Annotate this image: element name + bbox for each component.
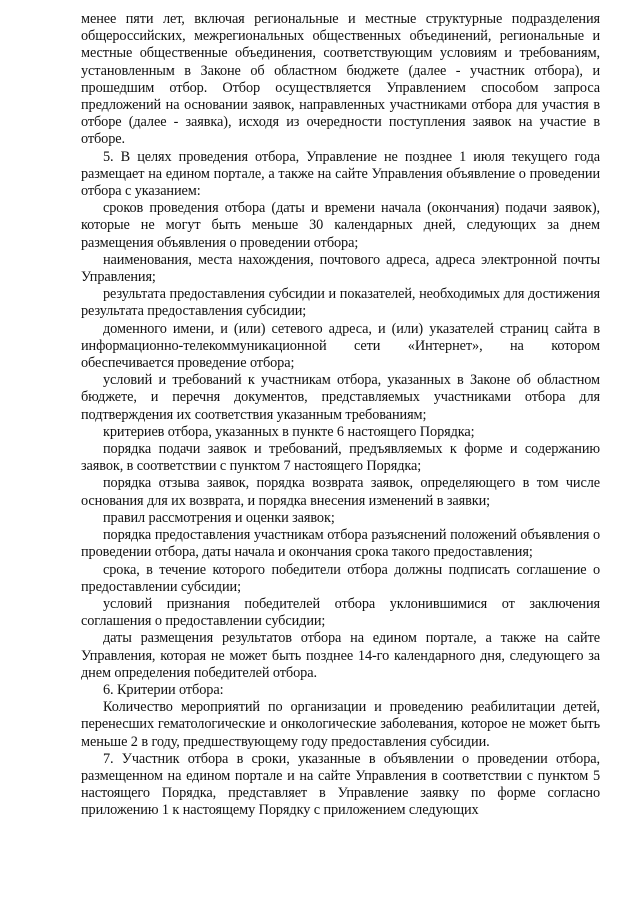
- paragraph-conditions: условий и требований к участникам отбора, указанных в Законе об областном бюджете, и перечня документов, представляемых участниками отбора для подтверждения их соответствия указанным требованиям;: [81, 372, 600, 423]
- paragraph-withdrawal: порядка отзыва заявок, порядка возврата заявок, определяющего в том числе основания для их возврата, и порядка внесения изменений в заявки;: [81, 475, 600, 509]
- paragraph-continuation: менее пяти лет, включая региональные и местные структурные подразделения общероссийских, межрегиональных общественных объединений, региональные и местные общественные объединения, соответствующим условиям и требованиям, установленным в Законе об областном бюджете (далее - участник отбора), и прошедшим отбор. Отбор осуществляется Управлением способом запроса предложений на основании заявок, направленных участниками отбора для участия в отборе (далее - заявка), исходя из очередности поступления заявок на участие в отборе.: [81, 11, 600, 148]
- paragraph-item-7: 7. Участник отбора в сроки, указанные в объявлении о проведении отбора, размещенном на едином портале и на сайте Управления в соответствии с пунктом 5 настоящего Порядка, представляет в Управление заявку по форме согласно приложению 1 к настоящему Порядку с приложением следующих: [81, 750, 600, 819]
- paragraph-clarifications: порядка предоставления участникам отбора разъяснений положений объявления о проведении отбора, даты начала и окончания срока такого предоставления;: [81, 527, 600, 561]
- paragraph-name-address: наименования, места нахождения, почтового адреса, адреса электронной почты Управления;: [81, 251, 600, 286]
- paragraph-evasion: условий признания победителей отбора уклонившимися от заключения соглашения о предоставлении субсидии;: [81, 595, 600, 630]
- paragraph-item-5: 5. В целях проведения отбора, Управление не позднее 1 июля текущего года размещает на едином портале, а также на сайте Управления объявление о проведении отбора с указанием:: [81, 148, 600, 200]
- paragraph-review-rules: правил рассмотрения и оценки заявок;: [103, 509, 335, 526]
- paragraph-domain: доменного имени, и (или) сетевого адреса, и (или) указателей страниц сайта в информационно-телекоммуникационной сети «Интернет», на котором обеспечивается проведение отбора;: [81, 320, 600, 372]
- document-body: [81, 11, 600, 820]
- paragraph-item-6: 6. Критерии отбора:: [103, 681, 224, 698]
- paragraph-results-date: даты размещения результатов отбора на едином портале, а также на сайте Управления, которая не может быть позднее 14-го календарного дня, следующего за днем определения победителей отбора.: [81, 630, 600, 681]
- paragraph-deadlines: сроков проведения отбора (даты и времени начала (окончания) подачи заявок), которые не могут быть меньше 30 календарных дней, следующих за днем размещения объявления о проведении отбора;: [81, 200, 600, 251]
- paragraph-criteria-ref: критериев отбора, указанных в пункте 6 настоящего Порядка;: [103, 423, 475, 440]
- paragraph-signing-term: срока, в течение которого победители отбора должны подписать соглашение о предоставлении субсидии;: [81, 561, 600, 595]
- paragraph-submission: порядка подачи заявок и требований, предъявляемых к форме и содержанию заявок, в соответствии с пунктом 7 настоящего Порядка;: [81, 441, 600, 475]
- paragraph-criterion: Количество мероприятий по организации и проведению реабилитации детей, перенесших гематологические и онкологические заболевания, которое не может быть меньше 2 в году, предшествующему году предоставления субсидии.: [81, 699, 600, 750]
- paragraph-result: результата предоставления субсидии и показателей, необходимых для достижения результата предоставления субсидии;: [81, 286, 600, 320]
